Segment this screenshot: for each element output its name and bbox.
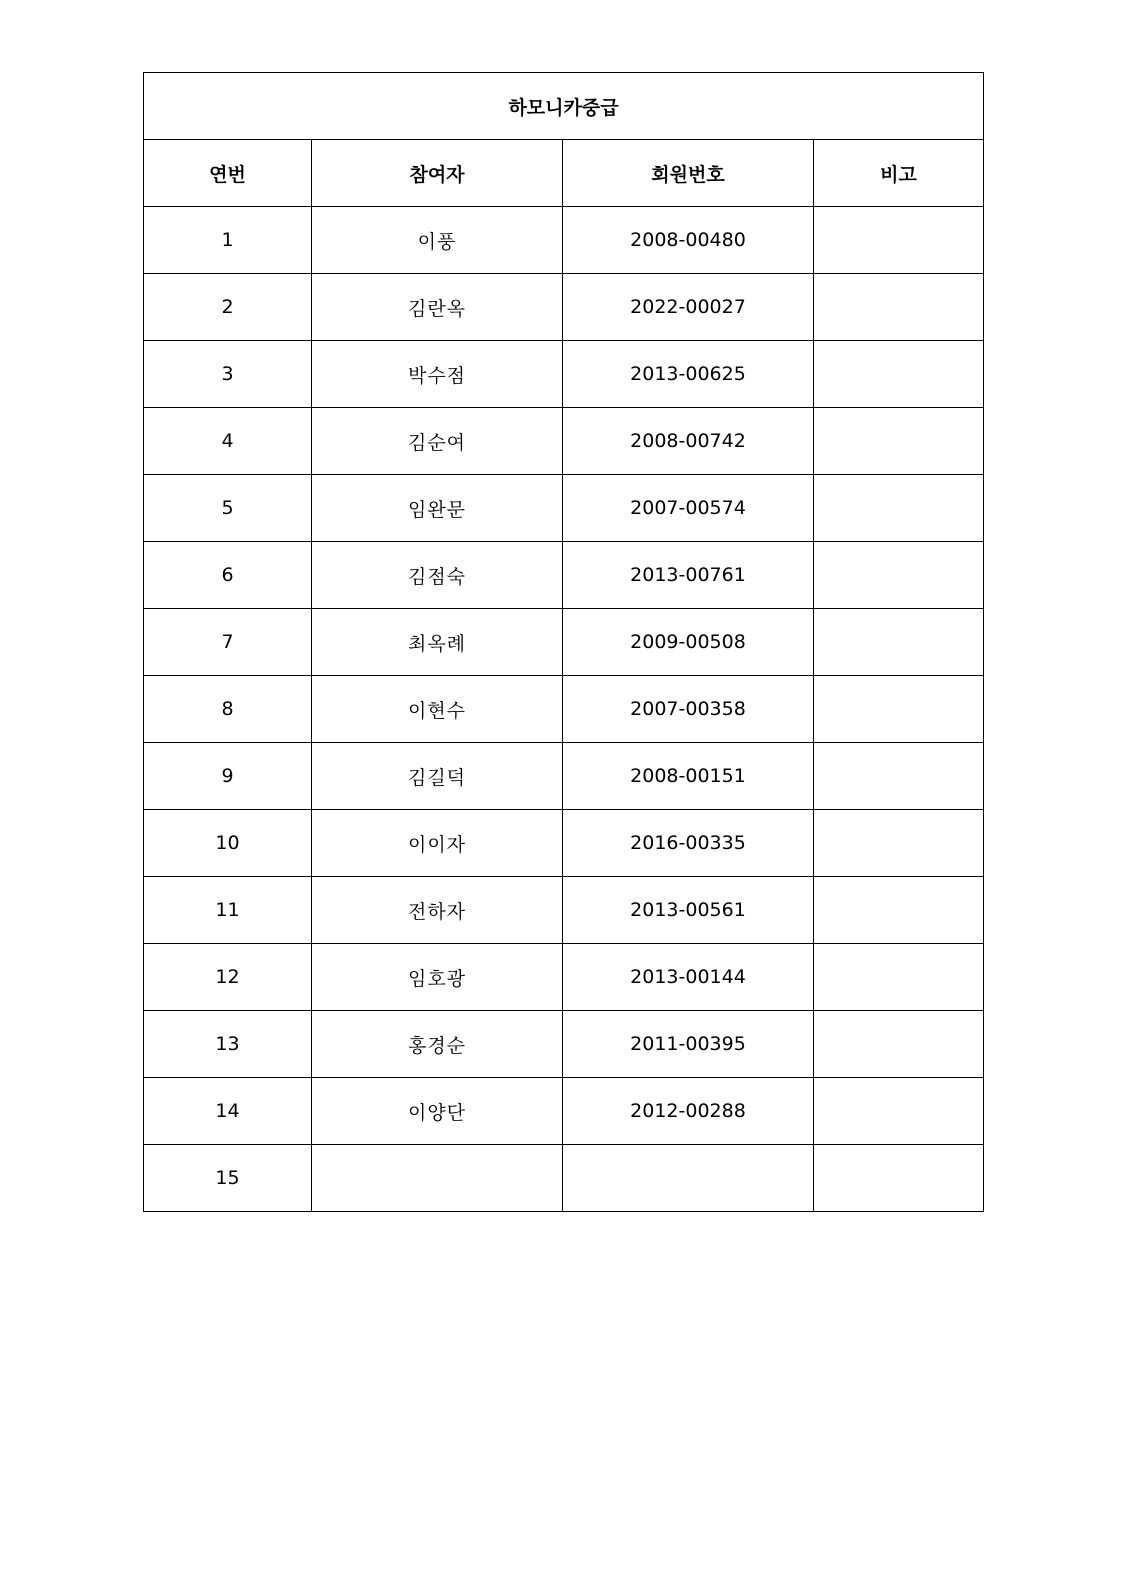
table-row	[144, 877, 984, 944]
cell-member-id: 2007-00574	[563, 475, 814, 542]
table-row	[144, 542, 984, 609]
cell-member-id	[563, 1145, 814, 1212]
table-row	[144, 1011, 984, 1078]
cell-note	[814, 475, 984, 542]
cell-note	[814, 743, 984, 810]
cell-participant: 이풍	[312, 207, 563, 274]
cell-note	[814, 944, 984, 1011]
cell-note	[814, 810, 984, 877]
cell-note	[814, 341, 984, 408]
cell-note	[814, 877, 984, 944]
header-number: 연번	[144, 140, 312, 207]
cell-member-id: 2007-00358	[563, 676, 814, 743]
participant-table	[143, 72, 984, 1212]
cell-participant	[312, 1145, 563, 1212]
cell-number: 5	[144, 475, 312, 542]
cell-number: 2	[144, 274, 312, 341]
cell-number: 12	[144, 944, 312, 1011]
cell-number: 1	[144, 207, 312, 274]
cell-participant: 이이자	[312, 810, 563, 877]
cell-note	[814, 1145, 984, 1212]
cell-participant: 김순여	[312, 408, 563, 475]
cell-member-id: 2012-00288	[563, 1078, 814, 1145]
cell-participant: 홍경순	[312, 1011, 563, 1078]
cell-participant: 임호광	[312, 944, 563, 1011]
table-row	[144, 944, 984, 1011]
cell-participant: 이현수	[312, 676, 563, 743]
cell-number: 11	[144, 877, 312, 944]
cell-number: 10	[144, 810, 312, 877]
cell-note	[814, 676, 984, 743]
cell-number: 8	[144, 676, 312, 743]
cell-number: 13	[144, 1011, 312, 1078]
cell-number: 4	[144, 408, 312, 475]
header-note: 비고	[814, 140, 984, 207]
cell-member-id: 2013-00144	[563, 944, 814, 1011]
table-title: 하모니카중급	[144, 73, 984, 140]
table-row	[144, 475, 984, 542]
cell-member-id: 2008-00742	[563, 408, 814, 475]
cell-number: 14	[144, 1078, 312, 1145]
header-participant: 참여자	[312, 140, 563, 207]
cell-participant: 김점숙	[312, 542, 563, 609]
table-row	[144, 408, 984, 475]
table-title-row	[144, 73, 984, 140]
cell-note	[814, 207, 984, 274]
table-header-row	[144, 140, 984, 207]
cell-member-id: 2022-00027	[563, 274, 814, 341]
table-row	[144, 609, 984, 676]
cell-participant: 김길덕	[312, 743, 563, 810]
cell-participant: 임완문	[312, 475, 563, 542]
cell-member-id: 2016-00335	[563, 810, 814, 877]
cell-note	[814, 542, 984, 609]
cell-member-id: 2011-00395	[563, 1011, 814, 1078]
cell-member-id: 2013-00625	[563, 341, 814, 408]
cell-member-id: 2013-00561	[563, 877, 814, 944]
cell-number: 3	[144, 341, 312, 408]
cell-member-id: 2008-00480	[563, 207, 814, 274]
cell-participant: 최옥례	[312, 609, 563, 676]
table-body	[144, 207, 984, 1212]
header-member-id: 회원번호	[563, 140, 814, 207]
cell-member-id: 2013-00761	[563, 542, 814, 609]
cell-participant: 박수점	[312, 341, 563, 408]
cell-participant: 김란옥	[312, 274, 563, 341]
cell-member-id: 2008-00151	[563, 743, 814, 810]
cell-number: 9	[144, 743, 312, 810]
cell-note	[814, 408, 984, 475]
cell-note	[814, 274, 984, 341]
cell-number: 15	[144, 1145, 312, 1212]
table-row	[144, 743, 984, 810]
table-row	[144, 341, 984, 408]
table-row	[144, 274, 984, 341]
cell-number: 6	[144, 542, 312, 609]
cell-note	[814, 1078, 984, 1145]
cell-note	[814, 1011, 984, 1078]
cell-note	[814, 609, 984, 676]
cell-participant: 이양단	[312, 1078, 563, 1145]
cell-participant: 전하자	[312, 877, 563, 944]
table-row	[144, 810, 984, 877]
cell-member-id: 2009-00508	[563, 609, 814, 676]
cell-number: 7	[144, 609, 312, 676]
table-row	[144, 676, 984, 743]
table-row	[144, 207, 984, 274]
table-row	[144, 1078, 984, 1145]
table-row	[144, 1145, 984, 1212]
